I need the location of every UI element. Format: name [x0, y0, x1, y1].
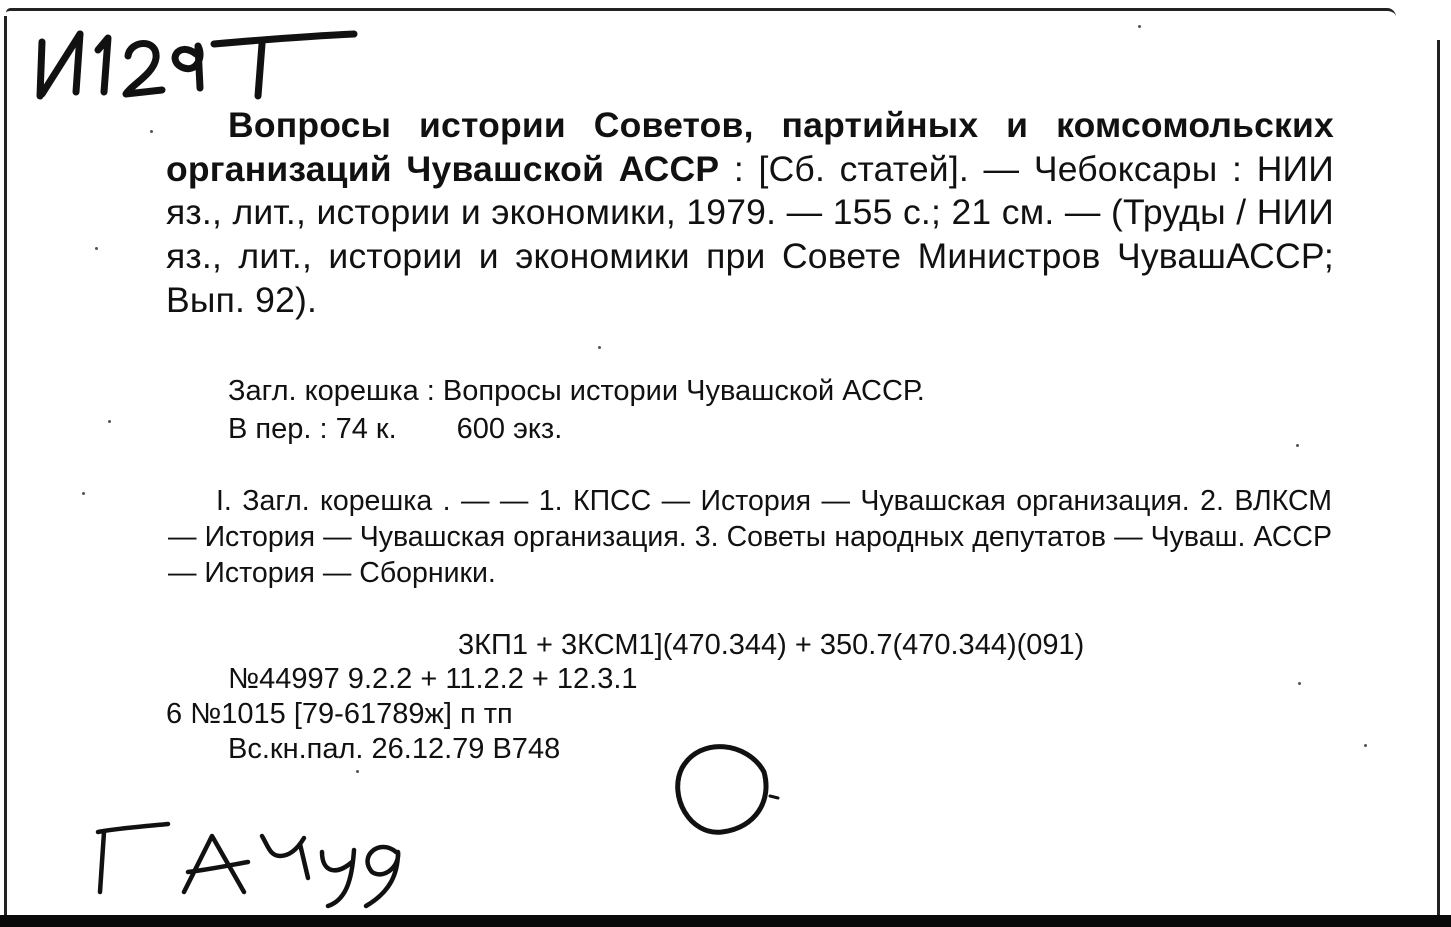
speckle	[1298, 682, 1301, 685]
speckle	[150, 130, 153, 133]
title-proper: Вопросы истории Советов, партийных и комсомольских организаций Чувашской АССР	[166, 105, 1334, 189]
speckle	[1296, 444, 1299, 447]
speckle	[108, 420, 111, 423]
spine-title-note: Загл. корешка : Вопросы истории Чувашской АССР.	[228, 375, 925, 407]
speckle	[356, 770, 359, 773]
speckle	[95, 247, 98, 250]
speckle	[1138, 25, 1141, 28]
speckle	[1364, 744, 1367, 747]
catalog-number: №44997 9.2.2 + 11.2.2 + 12.3.1	[228, 663, 638, 695]
publication-details: : [Сб. статей]. — Чебоксары : НИИ яз., лит., истории и экономики, 1979. — 155 с.; 21 см. — (Труды / НИИ яз., лит., истории и экономики при Совете Министров ЧувашАССР; Вып. 92).	[166, 148, 1334, 320]
classification-index: 3КП1 + 3КСМ1](470.344) + 350.7(470.344)(091)	[458, 629, 1085, 661]
price: В пер. : 74 к.	[228, 413, 397, 445]
order-number: 6 №1015 [79-61789ж] п тп	[166, 698, 513, 730]
subject-tracings: I. Загл. корешка . — — 1. КПСС — История — Чувашская организация. 2. ВЛКСМ — История — Чувашская организация. 3. Советы народных депутатов — Чуваш. АССР — История — Сборники.	[168, 485, 1332, 589]
speckle	[82, 492, 85, 495]
print-run: 600 экз.	[456, 413, 563, 445]
speckle	[598, 346, 601, 349]
chamber-imprint: Вс.кн.пал. 26.12.79 В748	[228, 733, 561, 765]
